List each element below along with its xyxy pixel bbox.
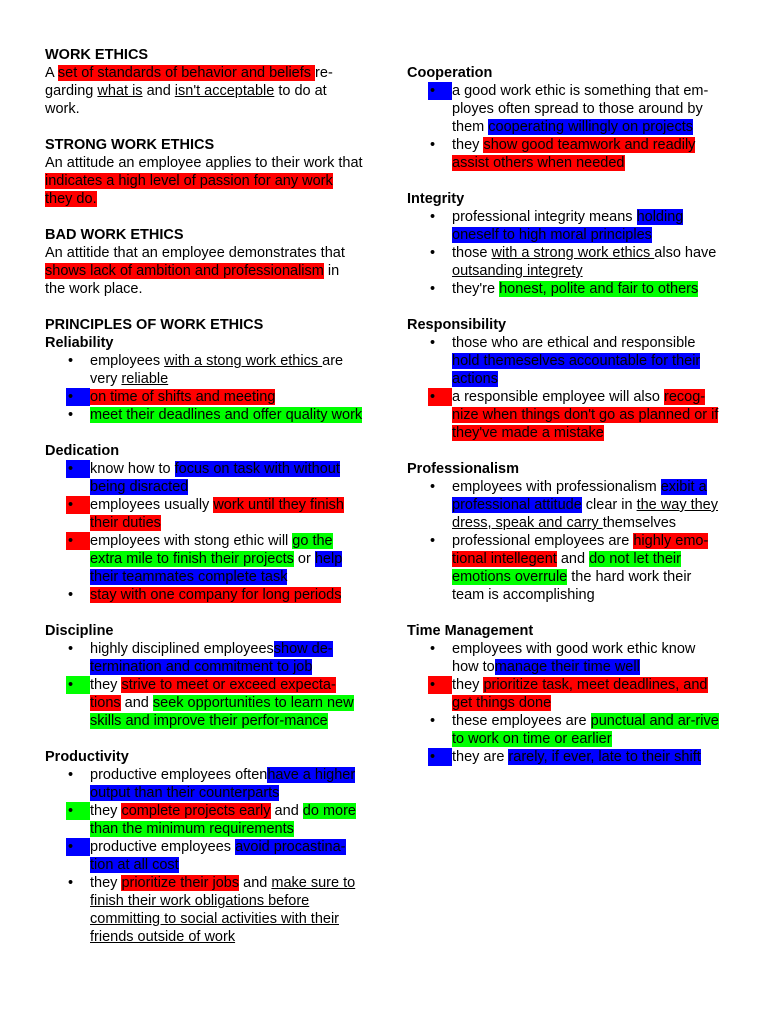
list-item	[407, 532, 725, 604]
bullet-icon	[66, 676, 90, 694]
list-item	[407, 334, 725, 388]
section-productivity	[45, 748, 363, 946]
highlight-red: set of standards of behavior and beliefs	[57, 65, 316, 81]
text: a good work ethic is something that em-ployes often spread to those around by them	[452, 83, 709, 135]
underlined-text: what is	[97, 83, 143, 99]
highlight-blue: help their teammates complete task	[90, 551, 343, 585]
list-item	[45, 586, 363, 604]
text: professional integrity means	[452, 209, 637, 225]
highlight-green: do more than the minimum requirements	[90, 803, 356, 837]
highlight-blue: focus on task with without being disracted	[90, 461, 340, 495]
list-item	[407, 82, 725, 136]
responsibility-list	[407, 334, 725, 442]
text: employees with professionalism	[452, 479, 661, 495]
text: they	[90, 875, 122, 891]
list-item	[45, 496, 363, 532]
underlined-text: reliable	[121, 371, 169, 387]
text: or	[293, 551, 315, 567]
highlight-red: indicates a high level of passion for any work they do.	[45, 173, 333, 207]
text: they're	[452, 281, 500, 297]
work-ethics-definition	[45, 64, 363, 118]
underlined-text: outsanding integrety	[452, 263, 583, 279]
bullet-icon	[66, 874, 90, 892]
text: An attitude an employee applies to their work that	[45, 155, 363, 171]
bullet-icon	[66, 838, 90, 856]
highlight-red: on time of shifts and meeting	[90, 389, 276, 405]
time-management-heading: Time Management	[407, 623, 534, 639]
bullet-icon	[428, 82, 452, 100]
bullet-icon	[66, 802, 90, 820]
section-integrity	[407, 190, 725, 298]
text: they	[90, 803, 122, 819]
list-item	[45, 838, 363, 874]
productivity-list	[45, 766, 363, 946]
list-item	[407, 208, 725, 244]
bullet-icon	[66, 496, 90, 514]
bullet-icon	[66, 460, 90, 478]
cooperation-heading: Cooperation	[407, 65, 493, 81]
cooperation-list	[407, 82, 725, 172]
bullet-icon	[428, 478, 452, 496]
bullet-icon	[428, 676, 452, 694]
bullet-icon	[428, 280, 452, 298]
highlight-green: go the extra mile to finish their projects	[90, 533, 333, 567]
highlight-blue: have a higher output than their counterparts	[90, 767, 356, 801]
text: professional employees are	[452, 533, 634, 549]
text: and	[120, 695, 153, 711]
list-item	[407, 280, 725, 298]
list-item	[407, 676, 725, 712]
time-management-list	[407, 640, 725, 766]
text: themselves	[602, 515, 677, 531]
highlight-green: punctual and ar-rive to work on time or earlier	[452, 713, 719, 747]
text: they are	[452, 749, 509, 765]
highlight-green: do not let their emotions overrule	[452, 551, 681, 585]
bullet-icon	[66, 352, 90, 370]
highlight-blue: manage their time well	[494, 659, 640, 675]
highlight-red: recog-nize when things don't go as planned or if they've made a mistake	[452, 389, 719, 441]
bullet-icon	[428, 334, 452, 352]
underlined-text: make sure to finish their work obligations before committing to social activities with their friends outside of work	[90, 875, 356, 945]
highlight-blue: exibit a professional attitude	[452, 479, 707, 513]
underlined-text: isn't acceptable	[174, 83, 275, 99]
highlight-blue: avoid procastina-tion at all cost	[90, 839, 346, 873]
text: and	[239, 875, 272, 891]
section-professionalism	[407, 460, 725, 604]
list-item	[45, 640, 363, 676]
bullet-icon	[428, 640, 452, 658]
bullet-icon	[66, 586, 90, 604]
bullet-icon	[66, 532, 90, 550]
bad-work-ethics-definition	[45, 244, 363, 298]
dedication-list	[45, 460, 363, 604]
list-item	[45, 460, 363, 496]
list-item	[45, 406, 363, 424]
text: those	[452, 245, 492, 261]
strong-work-ethics-heading: STRONG WORK ETHICS	[45, 137, 215, 153]
highlight-red: work until they finish their duties	[90, 497, 344, 531]
bullet-icon	[428, 748, 452, 766]
highlight-green: honest, polite and fair to others	[499, 281, 699, 297]
right-column	[407, 64, 725, 766]
bullet-icon	[428, 388, 452, 406]
bad-work-ethics-heading: BAD WORK ETHICS	[45, 227, 184, 243]
left-column	[45, 46, 363, 946]
text: they	[452, 677, 484, 693]
discipline-heading: Discipline	[45, 623, 114, 639]
section-strong-work-ethics	[45, 136, 363, 208]
text: A	[45, 65, 58, 81]
text: re-garding	[45, 65, 333, 99]
text: and	[556, 551, 590, 567]
bullet-icon	[428, 136, 452, 154]
highlight-blue: holding oneself to high moral principles	[452, 209, 684, 243]
work-ethics-heading: WORK ETHICS	[45, 47, 149, 63]
highlight-green: meet their deadlines and offer quality work	[90, 407, 363, 423]
strong-work-ethics-definition	[45, 154, 363, 208]
list-item	[407, 388, 725, 442]
list-item	[407, 244, 725, 280]
highlight-blue: show de-termination and commitment to job	[90, 641, 333, 675]
integrity-heading: Integrity	[407, 191, 465, 207]
text: employees with stong ethic will	[90, 533, 293, 549]
text: the hard work their team is accomplishing	[452, 569, 692, 603]
bullet-icon	[428, 208, 452, 226]
integrity-list	[407, 208, 725, 298]
bullet-icon	[66, 640, 90, 658]
text: are very	[90, 353, 344, 387]
bullet-icon	[66, 388, 90, 406]
highlight-blue: hold themeselves accountable for their actions	[452, 353, 701, 387]
highlight-red: show good teamwork and readily assist others when needed	[452, 137, 696, 171]
text: employees	[90, 353, 165, 369]
text: and	[142, 83, 175, 99]
section-cooperation	[407, 64, 725, 172]
highlight-blue: cooperating willingly on projects	[488, 119, 693, 135]
text: a responsible employee will also	[452, 389, 664, 405]
underlined-text: with a strong work ethics	[491, 245, 655, 261]
bullet-icon	[428, 244, 452, 262]
text: and	[270, 803, 303, 819]
section-dedication	[45, 442, 363, 604]
highlight-red: prioritize their jobs	[121, 875, 240, 891]
principles-heading: PRINCIPLES OF WORK ETHICS	[45, 317, 264, 333]
section-responsibility	[407, 316, 725, 442]
section-reliability	[45, 334, 363, 424]
bullet-icon	[428, 532, 452, 550]
highlight-blue: rarely, if ever, late to their shift	[508, 749, 701, 765]
text: know how to	[90, 461, 175, 477]
text: An attitide that an employee demonstrates that	[45, 245, 345, 261]
reliability-list	[45, 352, 363, 424]
section-discipline	[45, 622, 363, 730]
underlined-text: the way they dress, speak and carry	[452, 497, 719, 531]
list-item	[407, 712, 725, 748]
productivity-heading: Productivity	[45, 749, 129, 765]
text: employees usually	[90, 497, 214, 513]
text: productive employees	[90, 839, 236, 855]
bullet-icon	[66, 406, 90, 424]
list-item	[407, 640, 725, 676]
text: they	[90, 677, 122, 693]
highlight-red: complete projects early	[121, 803, 271, 819]
text: also have	[654, 245, 717, 261]
list-item	[407, 136, 725, 172]
section-bad-work-ethics	[45, 226, 363, 298]
list-item	[45, 766, 363, 802]
highlight-red: strive to meet or exceed expecta-tions	[90, 677, 336, 711]
section-work-ethics	[45, 46, 363, 118]
highlight-red: prioritize task, meet deadlines, and get things done	[452, 677, 708, 711]
discipline-list	[45, 640, 363, 730]
reliability-heading: Reliability	[45, 335, 114, 351]
text: those who are ethical and responsible	[452, 335, 696, 351]
text: in the work place.	[45, 263, 340, 297]
list-item	[45, 676, 363, 730]
dedication-heading: Dedication	[45, 443, 120, 459]
text: clear in	[581, 497, 637, 513]
text: employees with good work ethic know how to	[452, 641, 696, 675]
professionalism-list	[407, 478, 725, 604]
section-time-management	[407, 622, 725, 766]
text: they	[452, 137, 484, 153]
text: highly disciplined employees	[90, 641, 274, 657]
list-item	[407, 478, 725, 532]
text: to do at work.	[45, 83, 327, 117]
list-item	[45, 874, 363, 946]
highlight-red: shows lack of ambition and professionalism	[45, 263, 324, 279]
list-item	[45, 388, 363, 406]
list-item	[407, 748, 725, 766]
responsibility-heading: Responsibility	[407, 317, 507, 333]
text: productive employees often	[90, 767, 268, 783]
professionalism-heading: Professionalism	[407, 461, 520, 477]
list-item	[45, 532, 363, 586]
bullet-icon	[428, 712, 452, 730]
highlight-green: seek opportunities to learn new skills and improve their perfor-mance	[90, 695, 354, 729]
text: these employees are	[452, 713, 591, 729]
list-item	[45, 352, 363, 388]
bullet-icon	[66, 766, 90, 784]
highlight-red: highly emo-tional intellegent	[452, 533, 709, 567]
highlight-red: stay with one company for long periods	[90, 587, 342, 603]
list-item	[45, 802, 363, 838]
underlined-text: with a stong work ethics	[164, 353, 323, 369]
